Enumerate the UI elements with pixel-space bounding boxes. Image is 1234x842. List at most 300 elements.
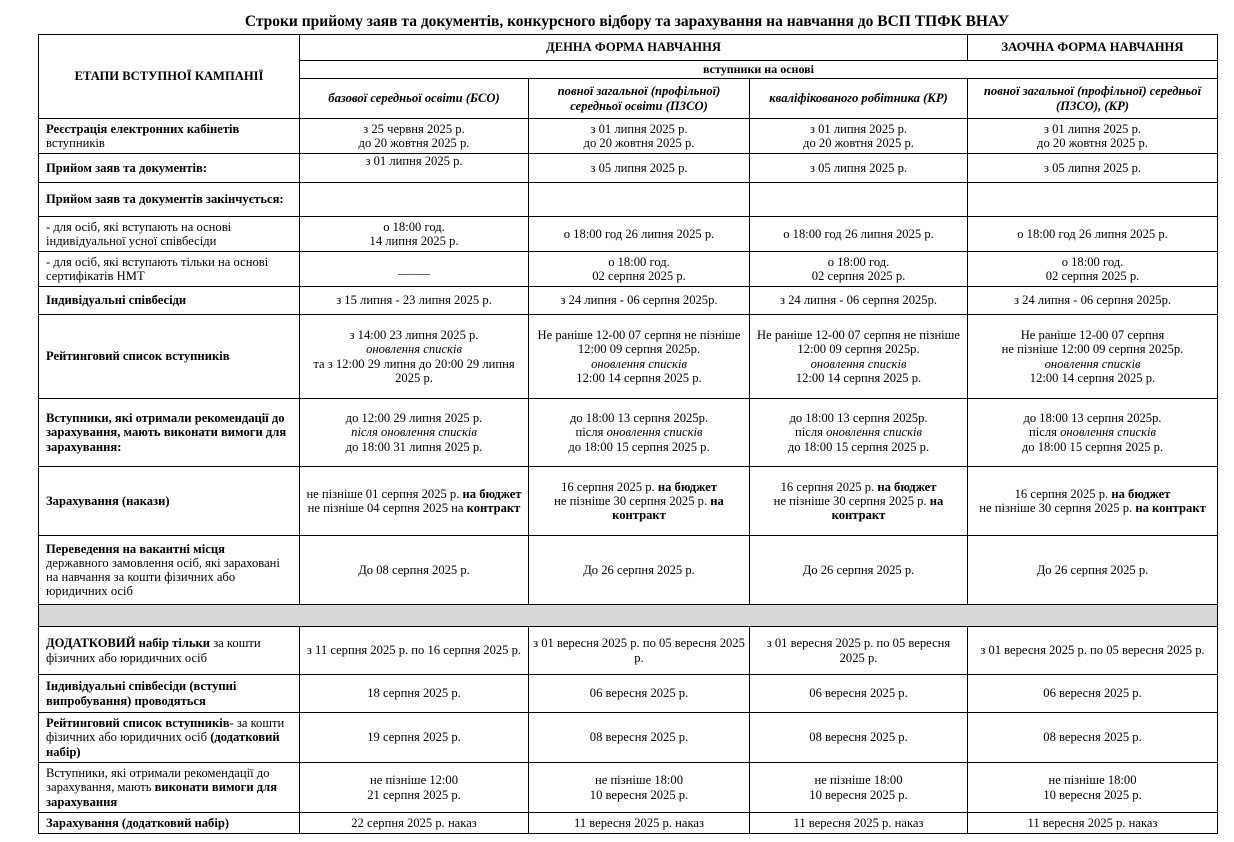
text-segment: до 20 жовтня 2025 р.	[583, 136, 695, 150]
stage-label	[39, 217, 300, 252]
text-segment: 11 вересня 2025 р. наказ	[574, 815, 704, 830]
date-cell	[968, 119, 1218, 154]
cell-line	[304, 487, 524, 501]
cell-line	[304, 122, 524, 136]
text-segment: з 24 липня - 06 серпня 2025р.	[560, 293, 718, 308]
cell-line	[972, 686, 1213, 700]
cell-line	[972, 255, 1213, 269]
text-segment: не пізніше 12:00 09 серпня 2025р.	[1001, 342, 1184, 357]
text-segment: - для осіб, які вступають на основі індивідуальної усної співбесіди	[46, 219, 232, 248]
text-segment: До 26 серпня 2025 р.	[802, 562, 915, 577]
text-segment: після	[795, 425, 827, 440]
admission-schedule-table	[38, 34, 1218, 834]
text-segment: до 18:00 31 липня 2025 р.	[345, 439, 483, 454]
text-segment: державного замовлення осіб, які зараховані на навчання за кошти фізичних або юридичних осіб	[46, 555, 280, 599]
text-segment: до 20 жовтня 2025 р.	[803, 136, 914, 150]
text-segment: з 01 липня 2025 р.	[365, 154, 463, 168]
text-segment: на бюджет	[657, 479, 717, 494]
text-segment: - для осіб, які вступають тільки на основі сертифікатів НМТ	[46, 254, 269, 283]
cell-line	[533, 425, 745, 439]
text-segment: та з 12:00 29 липня до 20:00 29 липня 2025 р.	[313, 356, 515, 385]
cell-line	[533, 122, 745, 136]
cell-line	[754, 357, 963, 371]
cell-line	[972, 643, 1213, 657]
cell-line	[533, 788, 745, 802]
text-segment: 16 серпня 2025 р.	[561, 479, 658, 494]
stage-label	[39, 287, 300, 315]
text-segment: о 18:00 год.	[827, 254, 890, 269]
text-segment: не пізніше 04 серпня 2025 на	[307, 501, 467, 515]
text-segment: 02 серпня 2025 р.	[592, 269, 686, 283]
cell-line	[46, 349, 295, 363]
date-cell	[968, 183, 1218, 217]
stage-label	[39, 627, 300, 675]
cell-line	[46, 556, 295, 599]
text-segment: з 01 вересня 2025 р. по 05 вересня 2025 р.	[533, 636, 745, 665]
text-segment: не пізніше 01 серпня 2025 р.	[306, 486, 463, 501]
date-cell	[300, 119, 529, 154]
text-segment: Прийом заяв та документів закінчується:	[46, 192, 284, 207]
date-cell	[750, 713, 968, 763]
date-cell	[529, 675, 750, 713]
text-segment: Не раніше 12-00 07 серпня не пізніше 12:00 09 серпня 2025р.	[537, 328, 741, 357]
text-segment: До 08 серпня 2025 р.	[358, 562, 470, 577]
date-cell	[529, 119, 750, 154]
stage-label	[39, 467, 300, 536]
stage-label	[39, 119, 300, 154]
text-segment: з 11 серпня 2025 р. по 16 серпня 2025 р.	[306, 643, 522, 658]
date-cell	[300, 467, 529, 536]
text-segment: до 18:00 13 серпня 2025р.	[569, 411, 709, 426]
text-segment: не пізніше 30 серпня 2025 р.	[773, 493, 930, 508]
cell-line	[754, 425, 963, 439]
date-cell	[750, 763, 968, 813]
cell-line	[46, 293, 295, 307]
cell-line	[972, 227, 1213, 241]
text-segment: 06 вересня 2025 р.	[1043, 686, 1142, 701]
text-segment: 02 серпня 2025 р.	[811, 269, 906, 283]
date-cell	[529, 287, 750, 315]
text-segment: 21 серпня 2025 р.	[367, 787, 461, 802]
cell-line	[754, 227, 963, 241]
cell-line	[46, 494, 295, 508]
stage-label	[39, 813, 300, 834]
date-cell	[529, 813, 750, 834]
date-cell	[968, 675, 1218, 713]
date-cell	[300, 763, 529, 813]
cell-line	[754, 480, 963, 494]
cell-line	[754, 440, 963, 454]
cell-line	[533, 255, 745, 269]
text-segment: контракт	[466, 501, 521, 515]
cell-line	[972, 136, 1213, 150]
text-segment: до 12:00 29 липня 2025 р.	[345, 411, 483, 426]
date-cell	[750, 315, 968, 399]
cell-line	[754, 636, 963, 664]
table-row	[39, 813, 1218, 834]
cell-line	[754, 161, 963, 175]
cell-line	[533, 328, 745, 356]
text-segment: - за кошти фізичних або юридичних осіб	[46, 716, 285, 745]
stage-label	[39, 713, 300, 763]
text-segment: з 15 липня - 23 липня 2025 р.	[336, 293, 492, 308]
text-segment: до 20 жовтня 2025 р.	[358, 136, 470, 150]
date-cell	[968, 813, 1218, 834]
text-segment: Зарахування (додатковий набір)	[46, 815, 230, 830]
text-segment: 08 вересня 2025 р.	[809, 730, 908, 745]
table-row	[39, 183, 1218, 217]
cell-line	[533, 816, 745, 830]
date-cell	[750, 217, 968, 252]
cell-line	[46, 716, 295, 759]
text-segment: оновлення списків	[826, 425, 922, 440]
cell-line	[754, 293, 963, 307]
cell-line	[972, 440, 1213, 454]
text-segment: Зарахування (накази)	[46, 493, 170, 508]
text-segment: Індивідуальні співбесіди (вступні випробування) проводяться	[46, 679, 237, 708]
text-segment: з 01 вересня 2025 р. по 05 вересня 2025 р.	[766, 636, 951, 665]
cell-line	[972, 773, 1213, 787]
stage-label	[39, 183, 300, 217]
cell-line	[533, 227, 745, 241]
text-segment: Вступники, які отримали рекомендації до зарахування, мають	[46, 766, 270, 795]
text-segment: не пізніше 18:00	[594, 773, 684, 788]
table-row	[39, 536, 1218, 605]
stages-header: ЕТАПИ ВСТУПНОЇ КАМПАНІЇ	[39, 35, 300, 119]
cell-line	[533, 730, 745, 744]
date-cell	[300, 154, 529, 183]
table-row	[39, 119, 1218, 154]
table-row	[39, 217, 1218, 252]
date-cell	[750, 536, 968, 605]
cell-line	[972, 269, 1213, 283]
extramural-form-header: ЗАОЧНА ФОРМА НАВЧАННЯ	[968, 35, 1218, 61]
text-segment: оновлення списків	[1060, 425, 1156, 440]
text-segment: за кошти фізичних або юридичних осіб	[46, 636, 261, 665]
text-segment: вступників	[46, 136, 105, 150]
table-row	[39, 467, 1218, 536]
column-header-kr: кваліфікованого робітника (КР)	[750, 79, 968, 119]
text-segment: Рейтинговий список вступників	[46, 349, 230, 364]
text-segment: 16 серпня 2025 р.	[780, 479, 878, 494]
stage-label	[39, 763, 300, 813]
date-cell	[968, 536, 1218, 605]
text-segment: Рейтинговий список вступників	[46, 716, 230, 731]
table-row	[39, 627, 1218, 675]
date-cell	[529, 183, 750, 217]
date-cell	[529, 763, 750, 813]
cell-line	[533, 494, 745, 522]
text-segment: оновлення списків	[1044, 356, 1141, 371]
text-segment: оновлення списків	[606, 425, 703, 440]
date-cell	[750, 467, 968, 536]
text-segment: Індивідуальні співбесіди	[46, 293, 187, 308]
cell-line	[304, 730, 524, 744]
text-segment: о 18:00 год.	[383, 219, 445, 234]
cell-line	[304, 234, 524, 248]
text-segment: 06 вересня 2025 р.	[589, 686, 689, 701]
table-row	[39, 154, 1218, 183]
cell-line	[533, 636, 745, 664]
date-cell	[529, 399, 750, 467]
text-segment: з 05 липня 2025 р.	[590, 160, 688, 175]
cell-line	[533, 773, 745, 787]
date-cell	[300, 287, 529, 315]
cell-line	[754, 563, 963, 577]
cell-line	[304, 563, 524, 577]
text-segment: 12:00 14 серпня 2025 р.	[795, 370, 922, 385]
date-cell	[529, 154, 750, 183]
cell-line	[46, 255, 295, 283]
column-header-pzso: повної загальної (профільної) середньої освіти (ПЗСО)	[529, 79, 750, 119]
text-segment: о 18:00 год.	[1061, 254, 1124, 269]
cell-line	[533, 293, 745, 307]
text-segment: оновлення списків	[591, 356, 687, 371]
date-cell	[968, 467, 1218, 536]
date-cell	[300, 813, 529, 834]
cell-line	[972, 501, 1213, 515]
cell-line	[972, 425, 1213, 439]
cell-line	[46, 542, 295, 556]
cell-line	[754, 136, 963, 150]
basis-header: вступники на основі	[300, 61, 1218, 79]
text-segment: 06 вересня 2025 р.	[809, 686, 908, 701]
date-cell	[968, 154, 1218, 183]
cell-line	[533, 136, 745, 150]
cell-line	[533, 480, 745, 494]
cell-line	[533, 686, 745, 700]
cell-line	[533, 563, 745, 577]
text-segment: не пізніше 12:00	[369, 773, 459, 788]
cell-line	[304, 816, 524, 830]
text-segment: о 18:00 год.	[608, 254, 670, 269]
cell-line	[754, 686, 963, 700]
date-cell	[968, 315, 1218, 399]
cell-line	[304, 425, 524, 439]
text-segment: До 26 серпня 2025 р.	[583, 562, 695, 577]
text-segment: о 18:00 год 26 липня 2025 р.	[563, 226, 715, 241]
text-segment: 11 вересня 2025 р. наказ	[793, 815, 924, 830]
date-cell	[300, 183, 529, 217]
cell-line	[754, 494, 963, 522]
text-segment: (додатковий набір)	[46, 730, 280, 759]
cell-line	[754, 816, 963, 830]
text-segment: до 18:00 15 серпня 2025 р.	[787, 439, 930, 454]
date-cell	[750, 675, 968, 713]
text-segment: Не раніше 12-00 07 серпня не пізніше 12:00 09 серпня 2025р.	[757, 328, 960, 357]
cell-line	[304, 643, 524, 657]
stage-label	[39, 252, 300, 287]
date-cell	[968, 713, 1218, 763]
text-segment: 22 серпня 2025 р. наказ	[351, 815, 477, 830]
cell-line	[304, 686, 524, 700]
text-segment: до 18:00 15 серпня 2025 р.	[1021, 439, 1164, 454]
date-cell	[750, 627, 968, 675]
cell-line	[754, 255, 963, 269]
table-row	[39, 713, 1218, 763]
text-segment: після	[1029, 425, 1061, 440]
text-segment: о 18:00 год 26 липня 2025 р.	[783, 226, 934, 241]
cell-line	[533, 440, 745, 454]
day-form-header: ДЕННА ФОРМА НАВЧАННЯ	[300, 35, 968, 61]
section-separator	[39, 605, 1218, 627]
cell-line	[46, 411, 295, 454]
cell-line	[972, 411, 1213, 425]
date-cell	[750, 252, 968, 287]
text-segment: ДОДАТКОВИЙ набір тільки	[46, 636, 211, 651]
date-cell	[300, 399, 529, 467]
date-cell	[529, 217, 750, 252]
cell-line	[972, 161, 1213, 175]
date-cell	[529, 627, 750, 675]
table-row	[39, 315, 1218, 399]
text-segment: о 18:00 год 26 липня 2025 р.	[1017, 226, 1168, 241]
text-segment: виконати вимоги для зарахування	[46, 780, 278, 809]
table-row	[39, 252, 1218, 287]
date-cell	[968, 217, 1218, 252]
text-segment: Вступники, які отримали рекомендації до зарахування, мають виконати вимоги для зарахування:	[46, 411, 287, 454]
cell-line	[754, 371, 963, 385]
cell-line	[972, 122, 1213, 136]
cell-line	[304, 154, 524, 168]
cell-line	[304, 788, 524, 802]
date-cell	[750, 813, 968, 834]
text-segment: з 24 липня - 06 серпня 2025р.	[1013, 293, 1172, 308]
text-segment: з 01 липня 2025 р.	[1043, 121, 1142, 136]
text-segment: 08 вересня 2025 р.	[1043, 730, 1142, 745]
text-segment: 08 вересня 2025 р.	[589, 730, 689, 745]
text-segment: з 14:00 23 липня 2025 р.	[349, 328, 479, 343]
cell-line	[972, 342, 1213, 356]
cell-line	[46, 816, 295, 830]
text-segment: на контракт	[1135, 501, 1206, 515]
cell-line	[304, 342, 524, 356]
text-segment: 10 вересня 2025 р.	[589, 787, 689, 802]
text-segment: з 01 липня 2025 р.	[590, 121, 688, 136]
stage-label	[39, 536, 300, 605]
text-segment: з 01 липня 2025 р.	[809, 121, 908, 136]
text-segment: 14 липня 2025 р.	[369, 234, 459, 248]
cell-line	[46, 136, 295, 150]
text-segment: До 26 серпня 2025 р.	[1036, 562, 1149, 577]
text-segment: на контракт	[831, 493, 944, 523]
date-cell	[750, 119, 968, 154]
date-cell	[529, 315, 750, 399]
date-cell	[968, 252, 1218, 287]
text-segment: Прийом заяв та документів:	[46, 160, 207, 175]
cell-line	[972, 487, 1213, 501]
date-cell	[300, 252, 529, 287]
text-segment: до 18:00 13 серпня 2025р.	[1023, 411, 1162, 426]
date-cell	[529, 467, 750, 536]
text-segment: 02 серпня 2025 р.	[1045, 269, 1140, 283]
cell-line	[754, 122, 963, 136]
column-header-extramural: повної загальної (профільної) середньої (ПЗСО), (КР)	[968, 79, 1218, 119]
cell-line	[754, 269, 963, 283]
stage-label	[39, 399, 300, 467]
cell-line	[304, 293, 524, 307]
cell-line	[754, 773, 963, 787]
text-segment: після оновлення списків	[351, 425, 477, 440]
cell-line	[304, 501, 524, 515]
date-cell	[300, 627, 529, 675]
date-cell	[529, 252, 750, 287]
date-cell	[968, 763, 1218, 813]
cell-line	[46, 122, 295, 136]
date-cell	[968, 287, 1218, 315]
cell-line	[972, 293, 1213, 307]
cell-line	[972, 816, 1213, 830]
text-segment: на бюджет	[877, 479, 937, 494]
text-segment: з 24 липня - 06 серпня 2025р.	[779, 293, 938, 308]
text-segment: 10 вересня 2025 р.	[809, 787, 908, 802]
text-segment: 12:00 14 серпня 2025 р.	[576, 370, 702, 385]
cell-line	[46, 636, 295, 664]
text-segment: на контракт	[612, 493, 724, 523]
cell-line	[972, 788, 1213, 802]
date-cell	[750, 287, 968, 315]
table-row	[39, 763, 1218, 813]
table-row	[39, 675, 1218, 713]
text-segment: 11 вересня 2025 р. наказ	[1027, 815, 1158, 830]
separator-cell	[39, 605, 1218, 627]
stage-label	[39, 154, 300, 183]
document-title: Строки прийому заяв та документів, конкурсного відбору та зарахування на навчання до ВСП ТПФК ВНАУ	[244, 13, 1010, 30]
cell-line	[304, 328, 524, 342]
cell-line	[304, 411, 524, 425]
cell-line	[533, 371, 745, 385]
text-segment: 12:00 14 серпня 2025 р.	[1029, 370, 1156, 385]
cell-line	[972, 371, 1213, 385]
cell-line	[533, 269, 745, 283]
cell-line	[304, 440, 524, 454]
text-segment: з 01 вересня 2025 р. по 05 вересня 2025 р.	[980, 643, 1205, 658]
text-segment: не пізніше 18:00	[814, 773, 903, 788]
text-segment: Переведення на вакантні місця	[46, 541, 225, 556]
cell-line	[533, 357, 745, 371]
date-cell	[968, 399, 1218, 467]
date-cell	[750, 154, 968, 183]
cell-line	[46, 679, 295, 707]
text-segment: не пізніше 30 серпня 2025 р.	[554, 493, 711, 508]
cell-line	[304, 262, 524, 276]
date-cell	[529, 713, 750, 763]
cell-line	[533, 411, 745, 425]
cell-line	[972, 730, 1213, 744]
text-segment: 10 вересня 2025 р.	[1043, 787, 1142, 802]
date-cell	[968, 627, 1218, 675]
date-cell	[750, 399, 968, 467]
text-segment: з 05 липня 2025 р.	[1043, 160, 1142, 175]
cell-line	[754, 411, 963, 425]
text-segment: після	[575, 425, 607, 440]
text-segment: до 18:00 15 серпня 2025 р.	[568, 439, 710, 454]
text-segment: на бюджет	[462, 486, 522, 501]
cell-line	[754, 730, 963, 744]
stage-label	[39, 675, 300, 713]
table-row	[39, 399, 1218, 467]
cell-line	[46, 766, 295, 809]
column-header-bso: базової середньої освіти (БСО)	[300, 79, 529, 119]
date-cell	[300, 315, 529, 399]
cell-line	[46, 192, 295, 206]
text-segment: оновлення списків	[810, 356, 907, 371]
schedule-body	[39, 119, 1218, 834]
cell-line	[972, 328, 1213, 342]
cell-line	[972, 563, 1213, 577]
cell-line	[754, 788, 963, 802]
text-segment: оновлення списків	[366, 342, 462, 357]
